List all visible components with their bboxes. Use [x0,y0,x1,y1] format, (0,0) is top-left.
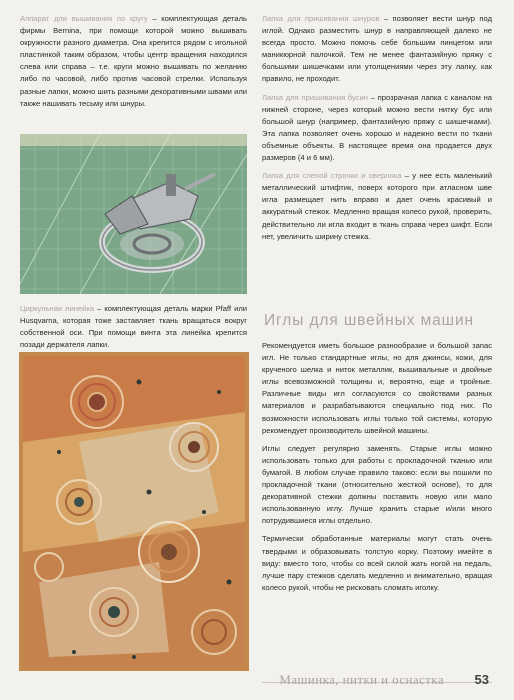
left-column-bottom [20,303,247,357]
cutting-mat-image [20,134,247,294]
text-circular-ruler: – комплектующая деталь марки Pfaff или Husqvarna, которая тоже заставляет ткань вращаться вокруг собственной оси. При помощи винта эта линейка крепится позади держателя лапки. [20,304,248,350]
paragraph-circular-ruler [20,303,247,351]
text-bead-foot: – прозрачная лапка с каналом на нижней стороне, через который можно вести нитку бус или большой шнур (например, фантазийную пряжу с шишечками). Эта лапка позволяет очень хорошо и надежно вести по ткани объемные объекты. В настоящее время она продается двух размеров (4 и 6 мм). [262,92,492,163]
term-cord-foot: Лапка для пришивания шнуров [262,14,380,23]
text-circular-embroidery: – комплектующая деталь фирмы Bernina, при помощи которой можно вышивать окружности разного диаметра. Она крепится рядом с игольной пластинкой таким образом, чтобы центр вращения находился слева или справа – т.е. круги можно вышивать по желанию либо по часовой, либо против часовой стрелки. Используя разные лапки, можно шить разными декоративными швами или также нашивать тесьму или шнуры. [20,14,248,108]
term-circular-ruler: Циркульная линейка [20,304,95,313]
photo-textile-art [19,352,249,671]
paragraph-circular-embroidery [20,13,247,110]
paragraph-needles-intro: Рекомендуется иметь большое разнообразие и большой запас игл. Не только стандартные иглы, но для джинсы, кожи, для крученого шелка и ниток металлик, вышивальные и двойные иглы всевозможной толщины и, вероятно, еще и тройные. Различные виды игл согласуются со свойствами разных материалов и разрабатываются специально под них. По возможности использовать иглы только той системы, которую рекомендует производитель швейной машины. [262,341,492,435]
left-column-top [20,13,247,116]
paragraph-cord-foot [262,13,492,86]
term-bead-foot: Лапка для пришивания бусин [262,92,368,102]
footer-section-title: Машинка, нитки и оснастка [279,672,444,687]
paragraph-needles-replace: Иглы следует регулярно заменять. Старые иглы можно использовать только для работы с прокладочной тканью или бумагой. В любом случае правило таково: если вы пошили по прокладочной ткани (относительно жесткой основе), то для декоративной стежки должны поставить новую или мало использованную иглу. Лучше хранить старые и/или много потрудившиеся иглы отдельно. [262,443,492,526]
section-heading: Иглы для швейных машин [264,312,474,329]
term-blindstitch-foot: Лапка для слепой строчки и оверлока [262,171,402,181]
photo-circular-attachment [20,134,247,294]
paragraph-needles-heat: Термически обработанные материалы могут стать очень твердыми и образовывать толстую корку. Поэтому имейте в виду: вместо того, чтобы со всей силой жать ногой на педаль, лучше пару стежков сделать медленно и внимательно, вращая колесо рукой, чтобы не рисковать сломать иголку. [262,534,492,592]
paragraph-blindstitch-foot [262,170,492,243]
page-number: 53 [474,672,489,687]
text-blindstitch-foot: – у нее есть маленький металлический штифтик, поверх которого при атласном шве игла размещает нить вправо и дает очень красивый и аккуратный стежок. Медленно вращая колесо рукой, проверить, действительно ли игла входит в ткань справа через шифт. Если нет, увеличить ширину стежка. [262,171,492,241]
textile-art-image [19,352,249,671]
right-column-top [262,13,492,249]
text-cord-foot: – позволяет вести шнур под иглой. Однако разместить шнур в направляющей далеко не всегда просто. Можно помочь себе большим пинцетом или маникюрной палочкой. Тем не менее фантазийную пряжу с большими шишечками или утолщениями через эту лапку, как правило, не проходит. [262,14,492,84]
right-column-bottom [262,340,492,600]
term-circular-embroidery: Аппарат для вышивания по кругу [20,14,148,23]
paragraph-bead-foot [262,92,492,165]
